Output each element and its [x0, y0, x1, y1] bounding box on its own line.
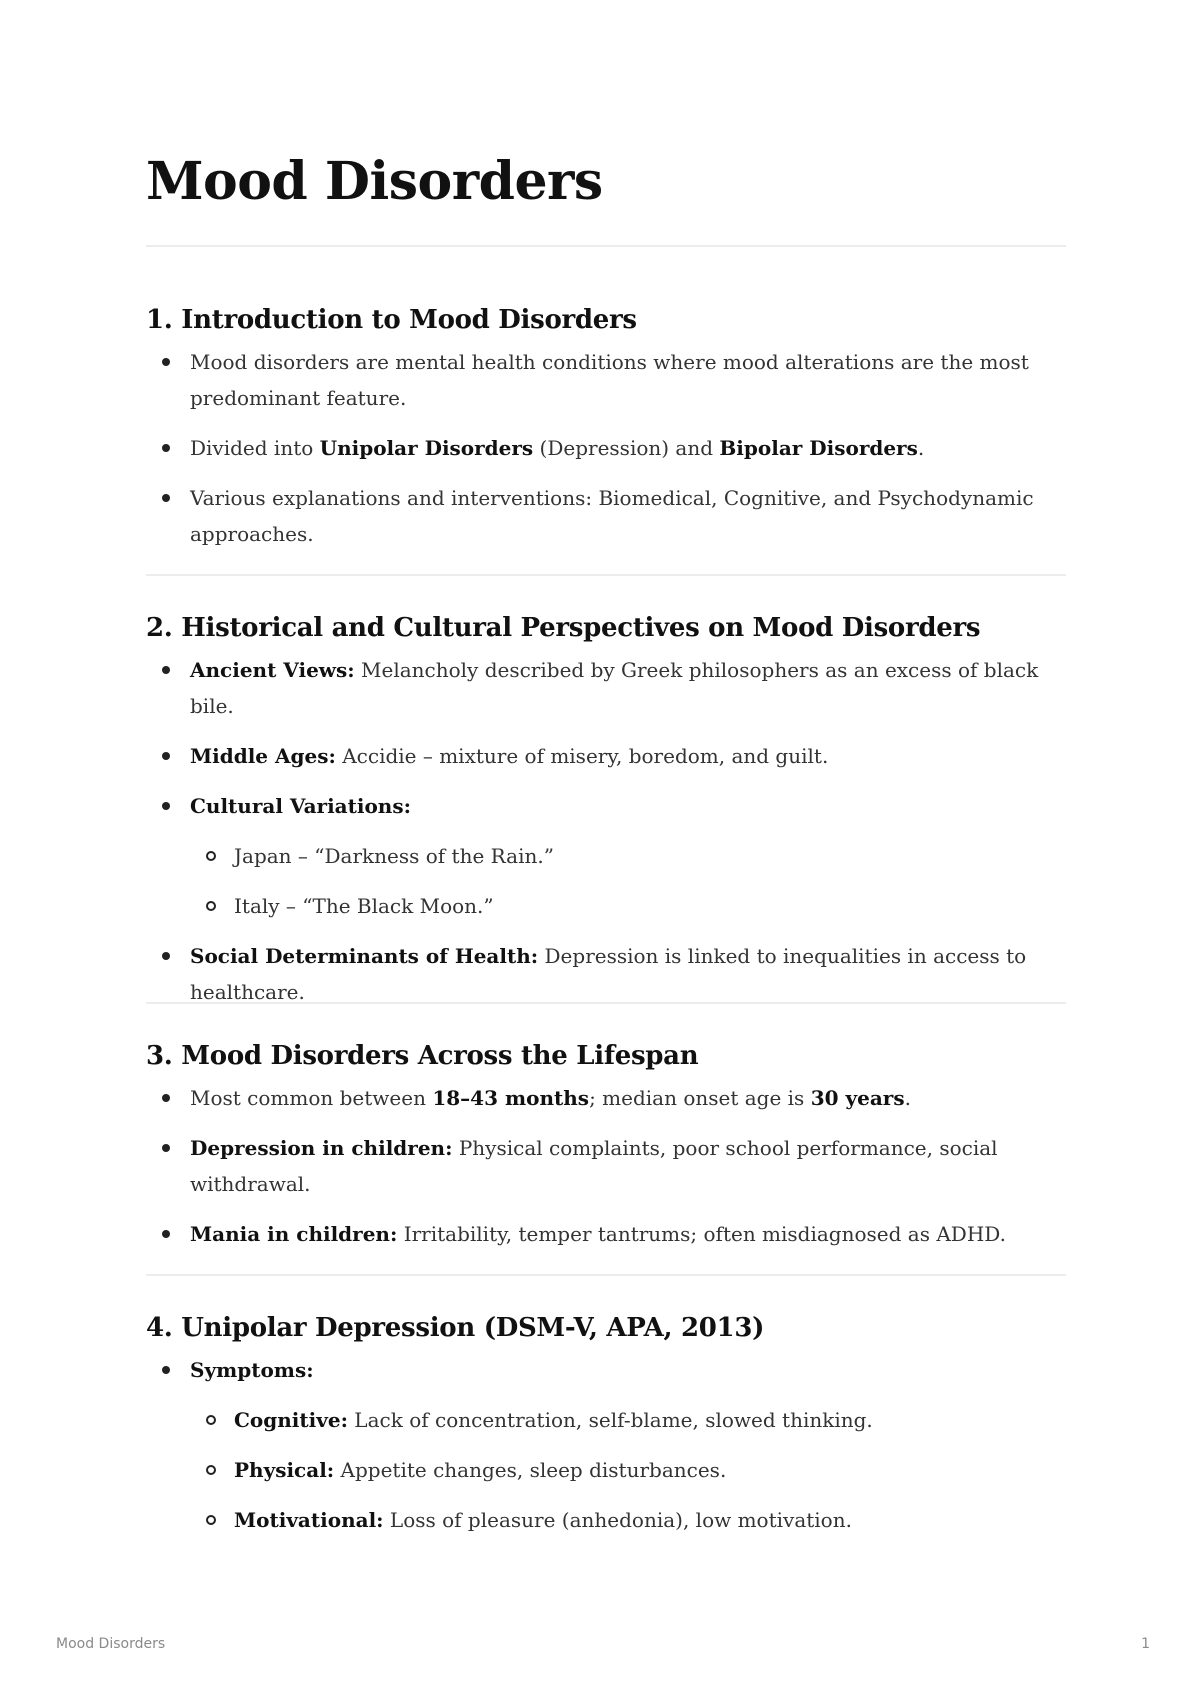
- divider: [146, 1002, 1066, 1004]
- list-item: Divided into Unipolar Disorders (Depression) and Bipolar Disorders.: [146, 430, 1066, 466]
- list-item: Ancient Views: Melancholy described by Greek philosophers as an excess of black bile.: [146, 652, 1066, 724]
- bullet-icon: [162, 752, 170, 760]
- list-item: Symptoms: Cognitive: Lack of concentration, self-blame, slowed thinking. Physical: Appetite changes, sleep disturbances. Motivational: Loss of pleasure (anhedonia), low motivation.: [146, 1352, 1066, 1538]
- bullet-icon: [162, 1230, 170, 1238]
- bullet-icon: [162, 952, 170, 960]
- bullet-list: [146, 344, 1066, 552]
- sub-list-item: Physical: Appetite changes, sleep disturbances.: [190, 1452, 1066, 1488]
- sub-list-item: Japan – “Darkness of the Rain.”: [190, 838, 1066, 874]
- list-item: Mania in children: Irritability, temper tantrums; often misdiagnosed as ADHD.: [146, 1216, 1066, 1252]
- section-introduction: [146, 302, 1066, 552]
- ring-bullet-icon: [206, 1515, 216, 1525]
- divider: [146, 245, 1066, 247]
- sub-list-item: Cognitive: Lack of concentration, self-blame, slowed thinking.: [190, 1402, 1066, 1438]
- bullet-icon: [162, 802, 170, 810]
- footer-page-number: 1: [1141, 1636, 1150, 1652]
- bullet-list: [146, 1080, 1066, 1252]
- bullet-list: [146, 1352, 1066, 1538]
- bullet-icon: [162, 666, 170, 674]
- list-item: Various explanations and interventions: Biomedical, Cognitive, and Psychodynamic approaches.: [146, 480, 1066, 552]
- bullet-icon: [162, 444, 170, 452]
- section-heading: 2. Historical and Cultural Perspectives on Mood Disorders: [146, 613, 981, 643]
- ring-bullet-icon: [206, 1415, 216, 1425]
- section-heading: 4. Unipolar Depression (DSM-V, APA, 2013): [146, 1313, 765, 1343]
- sub-list: [190, 838, 1066, 924]
- section-historical-cultural: [146, 610, 1066, 1010]
- bullet-icon: [162, 358, 170, 366]
- ring-bullet-icon: [206, 1465, 216, 1475]
- section-heading: 1. Introduction to Mood Disorders: [146, 305, 637, 335]
- divider: [146, 574, 1066, 576]
- bullet-icon: [162, 1094, 170, 1102]
- bullet-icon: [162, 494, 170, 502]
- list-item: Cultural Variations: Japan – “Darkness of the Rain.” Italy – “The Black Moon.”: [146, 788, 1066, 924]
- footer-document-title: Mood Disorders: [56, 1636, 166, 1652]
- list-item: Social Determinants of Health: Depression is linked to inequalities in access to healthcare.: [146, 938, 1066, 1010]
- bullet-list: [146, 652, 1066, 1010]
- divider: [146, 1274, 1066, 1276]
- sub-list-item: Italy – “The Black Moon.”: [190, 888, 1066, 924]
- section-lifespan: [146, 1038, 1066, 1252]
- document-title: Mood Disorders: [146, 151, 603, 212]
- list-item: Middle Ages: Accidie – mixture of misery, boredom, and guilt.: [146, 738, 1066, 774]
- list-item: Depression in children: Physical complaints, poor school performance, social withdrawal.: [146, 1130, 1066, 1202]
- bullet-icon: [162, 1144, 170, 1152]
- list-item: Most common between 18–43 months; median onset age is 30 years.: [146, 1080, 1066, 1116]
- section-heading: 3. Mood Disorders Across the Lifespan: [146, 1041, 699, 1071]
- ring-bullet-icon: [206, 901, 216, 911]
- section-unipolar-depression: [146, 1310, 1066, 1538]
- bullet-icon: [162, 1366, 170, 1374]
- sub-list: [190, 1402, 1066, 1538]
- list-item: Mood disorders are mental health conditions where mood alterations are the most predominant feature.: [146, 344, 1066, 416]
- ring-bullet-icon: [206, 851, 216, 861]
- sub-list-item: Motivational: Loss of pleasure (anhedonia), low motivation.: [190, 1502, 1066, 1538]
